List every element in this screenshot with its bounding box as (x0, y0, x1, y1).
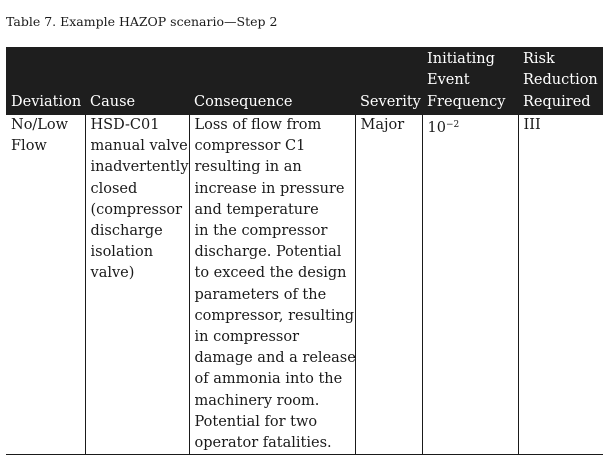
header-severity: Severity (355, 47, 422, 115)
cell-risk-reduction: III (518, 115, 603, 455)
cell-severity: Major (355, 115, 422, 455)
header-deviation: Deviation (6, 47, 85, 115)
frequency-exponent: −2 (445, 119, 460, 130)
frequency-base: 10 (427, 119, 446, 136)
table-caption: Table 7. Example HAZOP scenario—Step 2 (6, 14, 278, 29)
header-frequency: Initiating Event Frequency (422, 47, 518, 115)
header-consequence: Consequence (189, 47, 355, 115)
table-row (6, 115, 603, 455)
header-risk-reduction: Risk Reduction Required (518, 47, 603, 115)
cell-cause: HSD-C01 manual valve inadvertently closed (compressor discharge isolation valve) (85, 115, 189, 455)
cell-frequency (422, 115, 518, 455)
cell-deviation: No/Low Flow (6, 115, 85, 455)
header-cause: Cause (85, 47, 189, 115)
header-row (6, 47, 603, 115)
hazop-table (6, 47, 603, 455)
cell-consequence: Loss of flow from compressor C1 resulting in an increase in pressure and temperature in the compressor discharge. Potential to exceed the design parameters of the compressor, resulting in compressor damage and a release of ammonia into the machinery room. Potential for two operator fatalities. (189, 115, 355, 455)
